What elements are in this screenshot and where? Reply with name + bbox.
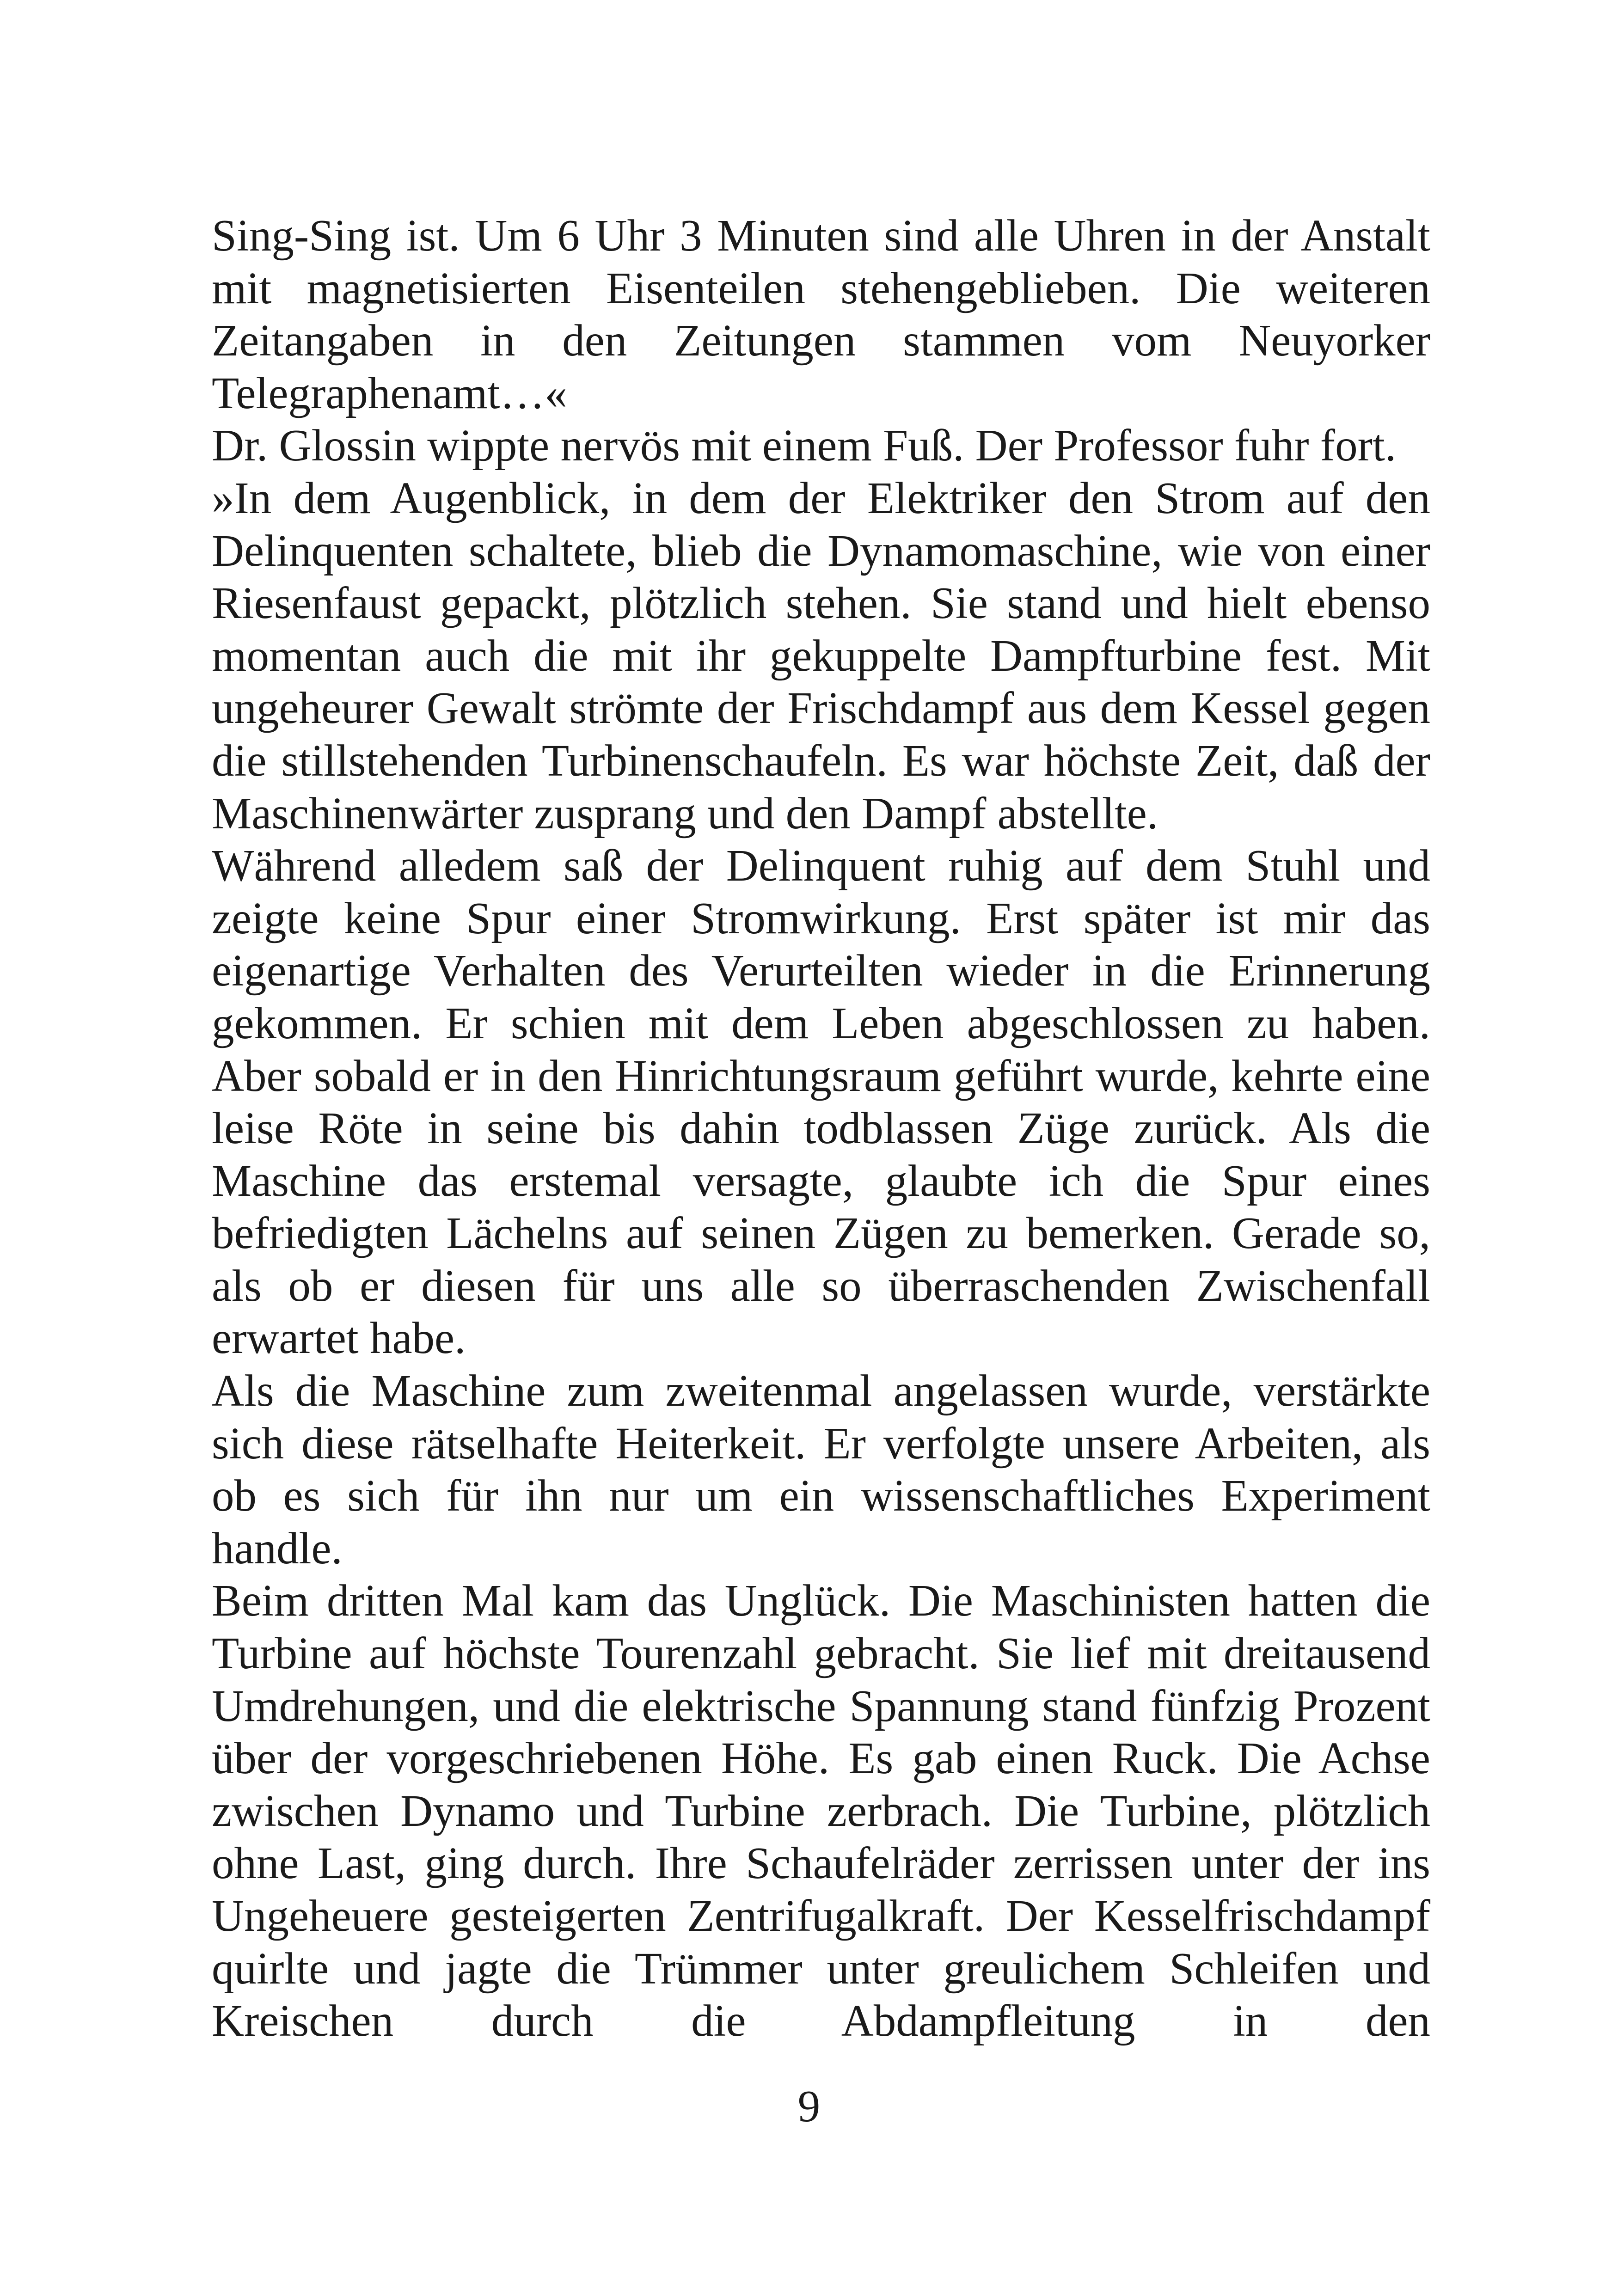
page-number: 9	[797, 2082, 821, 2131]
paragraph-4: Während alledem saß der Delinquent ruhig auf dem Stuhl und zeigte keine Spur einer Stromwirkung. Erst später ist mir das eigenartige Verhalten des Verurteilten wieder in die Erinnerung gekommen. Er schien mit dem Leben abgeschlossen zu haben. Aber sobald er in den Hinrichtungsraum geführt wurde, kehrte eine leise Röte in seine bis dahin todblassen Züge zurück. Als die Maschine das erstemal versagte, glaubte ich die Spur eines befriedigten Lächelns auf seinen Zügen zu bemerken. Gerade so, als ob er diesen für uns alle so überraschenden Zwischenfall erwartet habe.	[212, 841, 1430, 1363]
paragraph-5: Als die Maschine zum zweitenmal angelassen wurde, verstärkte sich diese rätselhafte Heiterkeit. Er verfolgte unsere Arbeiten, als ob es sich für ihn nur um ein wissenschaftliches Experiment handle.	[212, 1366, 1430, 1573]
paragraph-3: »In dem Augenblick, in dem der Elektriker den Strom auf den Delinquenten schaltete, blieb die Dynamomaschine, wie von einer Riesenfaust gepackt, plötzlich stehen. Sie stand und hielt ebenso momentan auch die mit ihr gekuppelte Dampfturbine fest. Mit ungeheurer Gewalt strömte der Frischdampf aus dem Kessel gegen die stillstehenden Turbinenschaufeln. Es war höchste Zeit, daß der Maschinenwärter zusprang und den Dampf abstellte.	[212, 473, 1430, 838]
body-text	[212, 209, 1430, 2047]
paragraph-6: Beim dritten Mal kam das Unglück. Die Maschinisten hatten die Turbine auf höchste Tourenzahl gebracht. Sie lief mit dreitausend Umdrehungen, und die elektrische Spannung stand fünfzig Prozent über der vorgeschriebenen Höhe. Es gab einen Ruck. Die Achse zwischen Dynamo und Turbine zerbrach. Die Turbine, plötzlich ohne Last, ging durch. Ihre Schaufelräder zerrissen unter der ins Ungeheuere gesteigerten Zentrifugalkraft. Der Kesselfrischdampf quirlte und jagte die Trümmer unter greulichem Schleifen und Kreischen durch die Abdampfleitung in den	[212, 1576, 1430, 2046]
paragraph-2: Dr. Glossin wippte nervös mit einem Fuß. Der Professor fuhr fort.	[212, 421, 1397, 471]
paragraph-1: Sing-Sing ist. Um 6 Uhr 3 Minuten sind alle Uhren in der Anstalt mit magnetisierten Eisenteilen stehengeblieben. Die weiteren Zeitangaben in den Zeitungen stammen vom Neuyorker Telegraphenamt…«	[212, 211, 1430, 418]
